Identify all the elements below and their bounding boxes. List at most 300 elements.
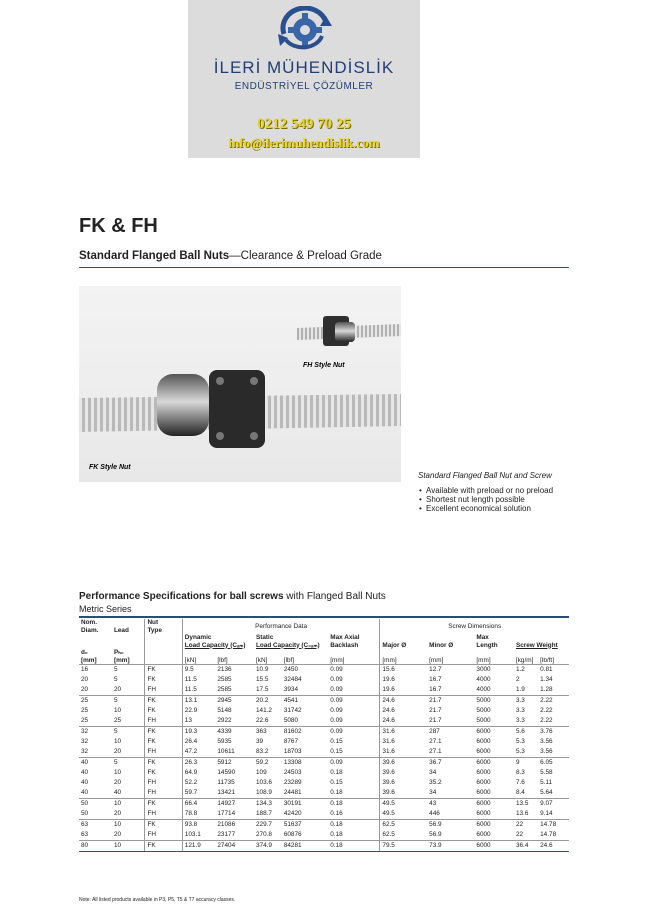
table-row (79, 841, 569, 852)
table-cell: 10 (112, 799, 145, 810)
table-cell: 23289 (283, 779, 302, 786)
table-cell: 5000 (474, 696, 514, 707)
table-cell: 36.7 (427, 758, 474, 769)
table-cell: 5912 (215, 758, 254, 769)
table-cell: 10 (113, 707, 122, 714)
table-cell: 5080 (283, 717, 299, 724)
subtitle-bold: Standard Flanged Ball Nuts (79, 250, 230, 262)
table-cell: 9.5 (182, 665, 215, 676)
hdr-static: Static (255, 634, 274, 641)
table-cell: 5.6 (514, 727, 538, 738)
spec-title (79, 591, 386, 602)
table-row (79, 830, 569, 841)
table-cell: FK (145, 727, 182, 738)
table-cell: 26.4 (182, 737, 215, 747)
table-cell: 10 (112, 820, 145, 831)
table-cell: 0.15 (330, 748, 343, 755)
table-cell: 0.15 (330, 738, 343, 745)
table-cell: 6000 (474, 799, 514, 810)
table-cell: 20 (81, 686, 89, 693)
table-cell: 12.7 (429, 666, 442, 673)
table-cell: 31.6 (380, 727, 427, 738)
table-cell: 42420 (283, 810, 302, 817)
company-phone: 0212 549 70 25 (257, 116, 351, 132)
table-cell: 7.6 (515, 779, 525, 786)
table-cell: 66.4 (182, 799, 215, 810)
table-cell: 63 (79, 820, 112, 831)
unit-mm: [mm] (113, 656, 130, 664)
table-cell: 3000 (476, 666, 491, 673)
table-cell: 16 (81, 666, 89, 673)
table-cell: 0.09 (330, 707, 343, 714)
table-row (79, 727, 569, 738)
table-cell: 2450 (283, 666, 299, 673)
hdr-backlash: Backlash (330, 641, 359, 649)
table-cell: 6000 (474, 727, 514, 738)
table-cell: 24481 (283, 789, 302, 796)
table-cell: 36.4 (514, 841, 538, 852)
title-rule (79, 267, 569, 268)
table-cell: 39.6 (380, 768, 427, 778)
table-cell: 40 (81, 789, 89, 796)
table-row (79, 768, 569, 778)
table-cell: 20 (113, 779, 122, 786)
table-cell: 5.11 (540, 779, 553, 786)
table-cell: 3934 (283, 686, 299, 693)
table-cell: 24.6 (380, 716, 427, 727)
table-cell: 9 (514, 758, 538, 769)
table-cell: 40 (79, 758, 112, 769)
table-cell: 59.2 (254, 758, 282, 769)
table-cell: 2585 (217, 676, 232, 683)
table-cell: 8767 (283, 738, 299, 745)
table-cell: 73.9 (427, 841, 474, 852)
hdr-type: Type (145, 627, 182, 635)
table-cell: 39.6 (380, 788, 427, 799)
table-cell: 25 (113, 717, 122, 724)
table-cell: 20 (113, 686, 122, 693)
table-cell: 6000 (476, 748, 491, 755)
spec-title-rest: with Flanged Ball Nuts (283, 591, 386, 602)
hdr-d0: d₀ (81, 649, 88, 656)
table-cell: 6000 (476, 810, 491, 817)
table-cell: 25 (79, 696, 112, 707)
table-cell: 5000 (476, 707, 491, 714)
spec-table (79, 619, 569, 852)
table-cell: 24.6 (380, 696, 427, 707)
table-cell: 8.3 (515, 769, 525, 776)
table-cell: 49.5 (380, 809, 427, 820)
table-cell: 4000 (476, 686, 491, 693)
table-cell: 14927 (215, 799, 254, 810)
table-cell: 13421 (217, 789, 236, 796)
table-cell: 13.5 (514, 799, 538, 810)
table-cell: 60876 (283, 831, 302, 838)
table-cell: 5 (113, 676, 118, 683)
table-cell: 0.09 (330, 717, 343, 724)
table-cell: 3.3 (515, 707, 525, 714)
table-row (79, 675, 569, 685)
table-cell: 21086 (215, 820, 254, 831)
table-cell: 2.22 (538, 696, 569, 707)
table-cell: FH (145, 809, 182, 820)
company-logo (188, 0, 420, 158)
table-row (79, 716, 569, 727)
table-cell: 16.7 (429, 676, 442, 683)
table-cell: 22 (515, 831, 524, 838)
table-cell: 5 (112, 727, 145, 738)
table-cell: FH (145, 788, 182, 799)
spec-top-rule (79, 616, 569, 618)
fh-caption: FH Style Nut (303, 362, 345, 369)
table-cell: 103.6 (255, 779, 272, 786)
table-cell: 229.7 (254, 820, 282, 831)
table-cell: 134.3 (254, 799, 282, 810)
table-cell: 22.6 (255, 717, 269, 724)
table-cell: 9.07 (538, 799, 569, 810)
table-row (79, 788, 569, 799)
table-cell: 10611 (217, 748, 235, 755)
table-cell: FH (145, 716, 182, 727)
table-cell: 6000 (476, 831, 491, 838)
table-cell: 13.1 (182, 696, 215, 707)
unit-kgm: [kg/m] (515, 656, 534, 664)
table-cell: 103.1 (182, 830, 215, 841)
hdr-dynamic: Dynamic (184, 634, 212, 641)
table-cell: 0.09 (328, 727, 380, 738)
table-cell: 108.9 (255, 789, 272, 796)
table-cell: 0.16 (330, 810, 343, 817)
table-cell: 56.9 (429, 831, 442, 838)
table-cell: 15.6 (380, 665, 427, 676)
table-cell: 15.5 (255, 676, 269, 683)
table-cell: 32 (79, 727, 112, 738)
table-cell: 0.09 (330, 666, 343, 673)
table-cell: 3.76 (538, 727, 569, 738)
table-cell: FK (145, 768, 182, 778)
table-cell: 0.18 (328, 841, 380, 852)
table-cell: 27.1 (429, 738, 442, 745)
table-cell: 0.81 (540, 666, 553, 673)
table-cell: 0.09 (328, 696, 380, 707)
feature-item: • Available with preload or no preload (426, 486, 553, 495)
table-cell: 5 (112, 696, 145, 707)
table-cell: FK (145, 799, 182, 810)
table-cell: 31.6 (380, 747, 427, 758)
table-cell: 270.8 (255, 831, 272, 838)
unit-mm: [mm] (429, 656, 444, 664)
table-cell: 3.3 (514, 696, 538, 707)
table-cell: 10 (112, 841, 145, 852)
table-cell: 0.09 (330, 686, 343, 693)
table-cell: FH (145, 830, 182, 841)
table-row (79, 820, 569, 831)
table-cell: 109 (255, 769, 267, 776)
unit-kn: [kN] (184, 656, 197, 664)
table-cell: 0.09 (330, 676, 343, 683)
table-cell: 6000 (474, 758, 514, 769)
table-cell: 78.8 (182, 809, 215, 820)
table-cell: 5935 (217, 738, 232, 745)
table-row (79, 799, 569, 810)
table-cell: 84281 (282, 841, 328, 852)
hdr-diam: Diam. (81, 626, 99, 634)
unit-mm: [mm] (330, 656, 345, 664)
table-cell: 34 (429, 769, 437, 776)
table-cell: 374.9 (254, 841, 282, 852)
company-email: info@ilerimuhendislik.com (228, 135, 380, 150)
table-cell: 39 (255, 738, 264, 745)
table-cell: 14590 (217, 769, 236, 776)
table-cell: 20.2 (254, 696, 282, 707)
gear-arrow-logo-icon (274, 6, 336, 52)
table-cell: 1.34 (540, 676, 553, 683)
table-cell: FK (145, 737, 182, 747)
table-cell: 2136 (217, 666, 232, 673)
unit-mm: [mm] (476, 656, 491, 664)
table-cell: 49.5 (380, 799, 427, 810)
hdr-perf: Performance Data (182, 619, 380, 634)
table-cell: 22.9 (182, 706, 215, 716)
table-cell: 43 (427, 799, 474, 810)
table-cell: FK (145, 706, 182, 716)
table-cell: 39.6 (380, 778, 427, 788)
table-cell: 363 (254, 727, 282, 738)
table-cell: 56.9 (427, 820, 474, 831)
table-cell: FH (145, 747, 182, 758)
table-cell: 16.7 (429, 686, 442, 693)
table-cell: 14.78 (540, 831, 557, 838)
table-cell: 32484 (283, 676, 302, 683)
table-cell: 93.8 (182, 820, 215, 831)
spec-title-bold: Performance Specifications for ball screws (79, 591, 284, 602)
table-cell: 3.3 (515, 717, 525, 724)
table-cell: 8.4 (515, 789, 525, 796)
table-cell: 20 (113, 831, 122, 838)
table-cell: 188.7 (255, 810, 272, 817)
table-cell: 6.05 (538, 758, 569, 769)
ball-screw-illustration (79, 286, 401, 482)
table-row (79, 665, 569, 676)
table-cell: 2.22 (540, 717, 553, 724)
hdr-nom: Nom. (81, 619, 97, 626)
table-cell: 0.18 (328, 820, 380, 831)
table-cell: 79.5 (380, 841, 427, 852)
product-photo (79, 286, 401, 482)
table-row (79, 758, 569, 769)
table-cell: 21.7 (427, 696, 474, 707)
table-cell: 2945 (215, 696, 254, 707)
table-cell: 4541 (282, 696, 328, 707)
table-cell: 2922 (217, 717, 232, 724)
table-cell: FK (145, 665, 182, 676)
table-row (79, 747, 569, 758)
table-cell: 121.9 (182, 841, 215, 852)
table-cell: FK (145, 758, 182, 769)
hdr-minor: Minor Ø (429, 641, 454, 649)
company-tagline: ENDÜSTRİYEL ÇÖZÜMLER (234, 81, 374, 92)
table-cell: 20 (113, 810, 122, 817)
table-cell: 62.5 (380, 820, 427, 831)
table-cell: 13 (182, 716, 215, 727)
table-cell: FH (145, 685, 182, 696)
table-cell: 5.58 (540, 769, 553, 776)
table-cell: 25 (81, 717, 89, 724)
table-row (79, 737, 569, 747)
table-cell: 40 (113, 789, 122, 796)
table-cell: 40 (81, 779, 89, 786)
table-cell: 5 (112, 758, 145, 769)
table-cell: 13.6 (515, 810, 529, 817)
table-row (79, 685, 569, 696)
company-name: İLERİ MÜHENDİSLİK (213, 58, 395, 77)
unit-lbft: [lb/ft] (540, 656, 554, 664)
table-cell: 6000 (474, 841, 514, 852)
table-cell: 27404 (215, 841, 254, 852)
hdr-stat-load: Load Capacity (C₀ₐₘ) (255, 641, 320, 649)
table-cell: 2 (515, 676, 520, 683)
table-cell: FK (145, 820, 182, 831)
table-cell: 32 (81, 738, 89, 745)
table-cell: 5 (113, 666, 118, 673)
table-cell: 0.18 (330, 769, 343, 776)
table-cell: 5.3 (515, 738, 525, 745)
table-cell: 50 (79, 799, 112, 810)
unit-mm: [mm] (382, 656, 397, 664)
table-row (79, 778, 569, 788)
table-row (79, 696, 569, 707)
table-cell: 6000 (474, 820, 514, 831)
table-cell: 22 (514, 820, 538, 831)
unit-kn: [kN] (255, 656, 268, 664)
table-cell: 10 (113, 738, 122, 745)
table-cell: 24.6 (380, 706, 427, 716)
table-cell: 52.2 (182, 778, 215, 788)
table-cell: 31742 (283, 707, 302, 714)
table-cell: 63 (81, 831, 89, 838)
table-cell: 20 (81, 676, 89, 683)
table-cell: 2585 (217, 686, 232, 693)
table-cell: 64.9 (182, 768, 215, 778)
page-subtitle (79, 250, 382, 262)
table-cell: 10 (113, 769, 122, 776)
hdr-max: Max (476, 634, 489, 641)
hdr-screw: Screw Dimensions (380, 619, 569, 634)
table-cell: 62.5 (380, 830, 427, 841)
table-cell: 27.1 (429, 748, 442, 755)
table-cell: 34 (429, 789, 437, 796)
table-cell: 39.6 (380, 758, 427, 769)
table-cell: 25 (81, 707, 89, 714)
table-cell: 0.15 (330, 779, 343, 786)
table-cell: 23177 (217, 831, 236, 838)
table-cell: FK (145, 696, 182, 707)
table-cell: 20 (113, 748, 122, 755)
table-cell: 47.2 (182, 747, 215, 758)
hdr-nut: Nut (145, 619, 182, 627)
spec-table-body (79, 665, 569, 852)
table-cell: 3.56 (540, 748, 553, 755)
table-cell: 11735 (217, 779, 235, 786)
table-cell: 11.5 (182, 685, 215, 696)
table-cell: 14.78 (538, 820, 569, 831)
page-title: FK & FH (79, 215, 158, 237)
table-cell: 5000 (476, 717, 491, 724)
table-cell: 0.18 (330, 789, 343, 796)
table-cell: 4000 (476, 676, 491, 683)
hdr-length: Length (476, 641, 498, 649)
unit-lbf: [lbf] (283, 656, 295, 664)
table-cell: 81602 (282, 727, 328, 738)
table-cell: 3.56 (540, 738, 553, 745)
table-cell: 6000 (476, 779, 491, 786)
table-cell: FK (145, 675, 182, 685)
table-cell: 30191 (282, 799, 328, 810)
table-cell: 6000 (476, 769, 491, 776)
hdr-max-axial: Max Axial (330, 634, 360, 641)
table-cell: 17.5 (255, 686, 269, 693)
table-row (79, 706, 569, 716)
table-cell: 24503 (283, 769, 302, 776)
table-cell: 83.2 (255, 748, 269, 755)
unit-lbf: [lbf] (217, 656, 228, 664)
hdr-major: Major Ø (382, 641, 407, 649)
table-cell: 21.7 (429, 707, 442, 714)
table-cell: 13308 (282, 758, 328, 769)
table-cell: 9.14 (540, 810, 553, 817)
table-cell: 1.9 (515, 686, 525, 693)
table-cell: 0.18 (328, 799, 380, 810)
subtitle-rest: —Clearance & Preload Grade (229, 250, 382, 262)
table-cell: 11.5 (182, 675, 215, 685)
table-cell: FK (145, 841, 182, 852)
table-cell: 26.3 (182, 758, 215, 769)
table-cell: 31.6 (380, 737, 427, 747)
table-cell: 19.3 (182, 727, 215, 738)
table-cell: 51637 (282, 820, 328, 831)
unit-mm: [mm] (81, 656, 97, 664)
hdr-lead: Lead (113, 626, 129, 634)
table-cell: 21.7 (429, 717, 442, 724)
table-cell: 50 (81, 810, 89, 817)
table-cell: 0.09 (328, 758, 380, 769)
table-cell: 32 (81, 748, 89, 755)
table-cell: 2.22 (540, 707, 553, 714)
table-cell: FH (145, 778, 182, 788)
table-cell: 35.2 (429, 779, 442, 786)
table-cell: 18703 (283, 748, 302, 755)
hdr-dyn-load: Load Capacity (Cₐₘ) (184, 641, 246, 649)
spec-note: Note: All listed products available in P3, P5, T5 & T7 accuracy classes. (79, 897, 236, 903)
table-cell: 10.9 (255, 666, 269, 673)
table-cell: 446 (429, 810, 440, 817)
table-cell: 6000 (476, 789, 491, 796)
fk-caption: FK Style Nut (89, 464, 131, 471)
table-cell: 5.64 (540, 789, 553, 796)
hdr-ph0: Pₕ₀ (113, 649, 124, 656)
table-cell: 141.2 (255, 707, 272, 714)
table-cell: 17714 (217, 810, 236, 817)
table-cell: 5.3 (515, 748, 525, 755)
feature-list (418, 471, 553, 513)
table-row (79, 809, 569, 820)
hdr-weight: Screw Weight (515, 641, 558, 649)
feature-item: • Shortest nut length possible (426, 495, 553, 504)
table-cell: 4339 (215, 727, 254, 738)
table-cell: 0.18 (330, 831, 343, 838)
table-cell: 1.28 (540, 686, 553, 693)
table-cell: 287 (427, 727, 474, 738)
